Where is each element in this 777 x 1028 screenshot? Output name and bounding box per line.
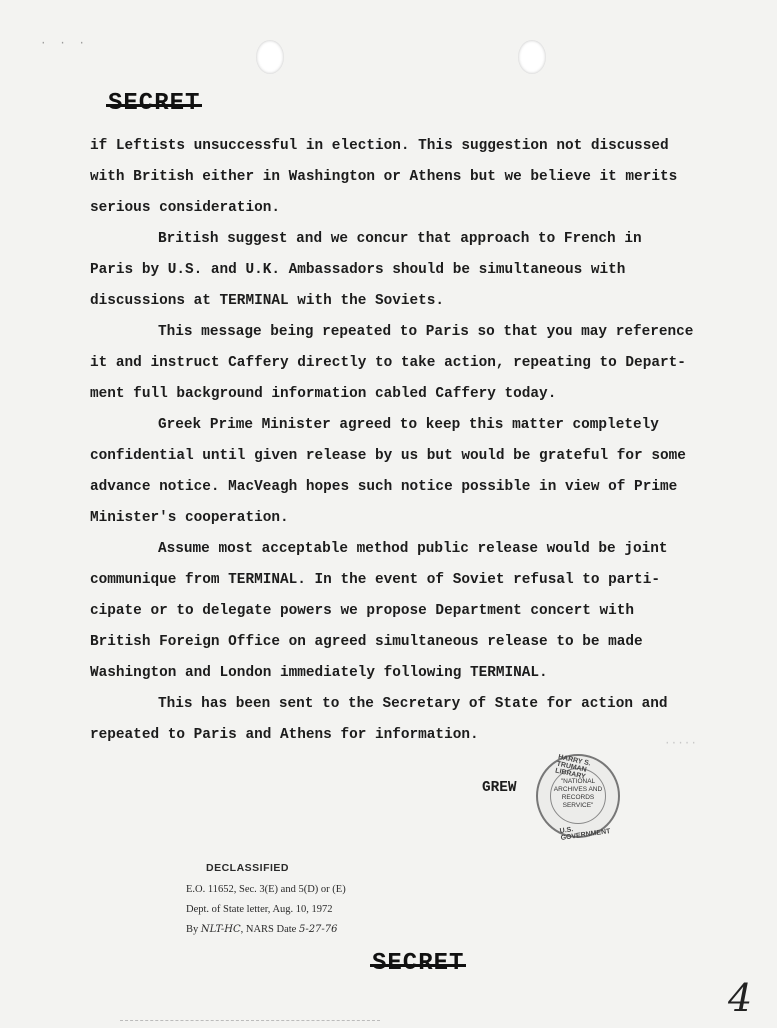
nars-date-value: 5-27-76	[298, 924, 338, 935]
memo-line: serious consideration.	[90, 200, 280, 216]
by-initials: NLT-HC	[200, 924, 241, 935]
declassification-by-line: By NLT-HC, NARS Date 5-27-76	[186, 924, 338, 935]
memo-line: This has been sent to the Secretary of State for action and	[158, 696, 668, 712]
page-number: 4	[728, 976, 753, 1020]
declassification-stamp	[186, 862, 346, 940]
memo-line: British suggest and we concur that approach to French in	[158, 231, 642, 247]
memo-line: This message being repeated to Paris so that you may reference	[158, 324, 694, 340]
memo-line: cipate or to delegate powers we propose Department concert with	[90, 603, 635, 619]
archives-stamp	[536, 753, 620, 842]
memo-line: British Foreign Office on agreed simultaneous release to be made	[90, 634, 643, 650]
memo-body	[90, 131, 758, 751]
memo-line: Minister's cooperation.	[90, 510, 289, 526]
memo-line: with British either in Washington or Athens but we believe it merits	[90, 169, 678, 185]
classification-marking-top: SECRET	[108, 90, 201, 117]
memo-line: discussions at TERMINAL with the Soviets.	[90, 293, 445, 309]
signature: GREW	[482, 780, 517, 796]
memo-line: Washington and London immediately following TERMINAL.	[90, 665, 548, 681]
memo-line: Greek Prime Minister agreed to keep this matter completely	[158, 417, 659, 433]
declassified-title: DECLASSIFIED	[206, 862, 290, 874]
memo-line: ment full background information cabled Caffery today.	[90, 386, 557, 402]
faint-bleed-through: ·····	[664, 738, 698, 750]
scan-specks: · · ·	[40, 38, 89, 50]
memo-line: repeated to Paris and Athens for information.	[90, 727, 479, 743]
classification-marking-bottom: SECRET	[372, 950, 465, 977]
memo-line: advance notice. MacVeagh hopes such notice possible in view of Prime	[90, 479, 678, 495]
memo-line: communique from TERMINAL. In the event of Soviet refusal to parti-	[90, 572, 660, 588]
punch-hole	[256, 40, 284, 74]
stamp-ring-text-top: HARRY S. TRUMAN LIBRARY	[554, 753, 592, 781]
nars-date-label: NARS Date	[245, 924, 297, 935]
memo-line: it and instruct Caffery directly to take action, repeating to Depart-	[90, 355, 686, 371]
memo-line: if Leftists unsuccessful in election. This suggestion not discussed	[90, 138, 669, 154]
memo-line: confidential until given release by us but would be grateful for some	[90, 448, 686, 464]
declassification-authority: E.O. 11652, Sec. 3(E) and 5(D) or (E)	[186, 884, 346, 895]
stamp-center-text: "NATIONAL ARCHIVES AND RECORDS SERVICE"	[553, 778, 603, 809]
stamp-ring-text-bottom: U.S. GOVERNMENT	[559, 826, 611, 842]
by-label: By	[186, 924, 199, 935]
punch-hole	[518, 40, 546, 74]
page-edge-mark	[120, 1020, 380, 1021]
memo-line: Assume most acceptable method public release would be joint	[158, 541, 668, 557]
declassification-letter: Dept. of State letter, Aug. 10, 1972	[186, 904, 333, 915]
memo-line: Paris by U.S. and U.K. Ambassadors should be simultaneous with	[90, 262, 626, 278]
